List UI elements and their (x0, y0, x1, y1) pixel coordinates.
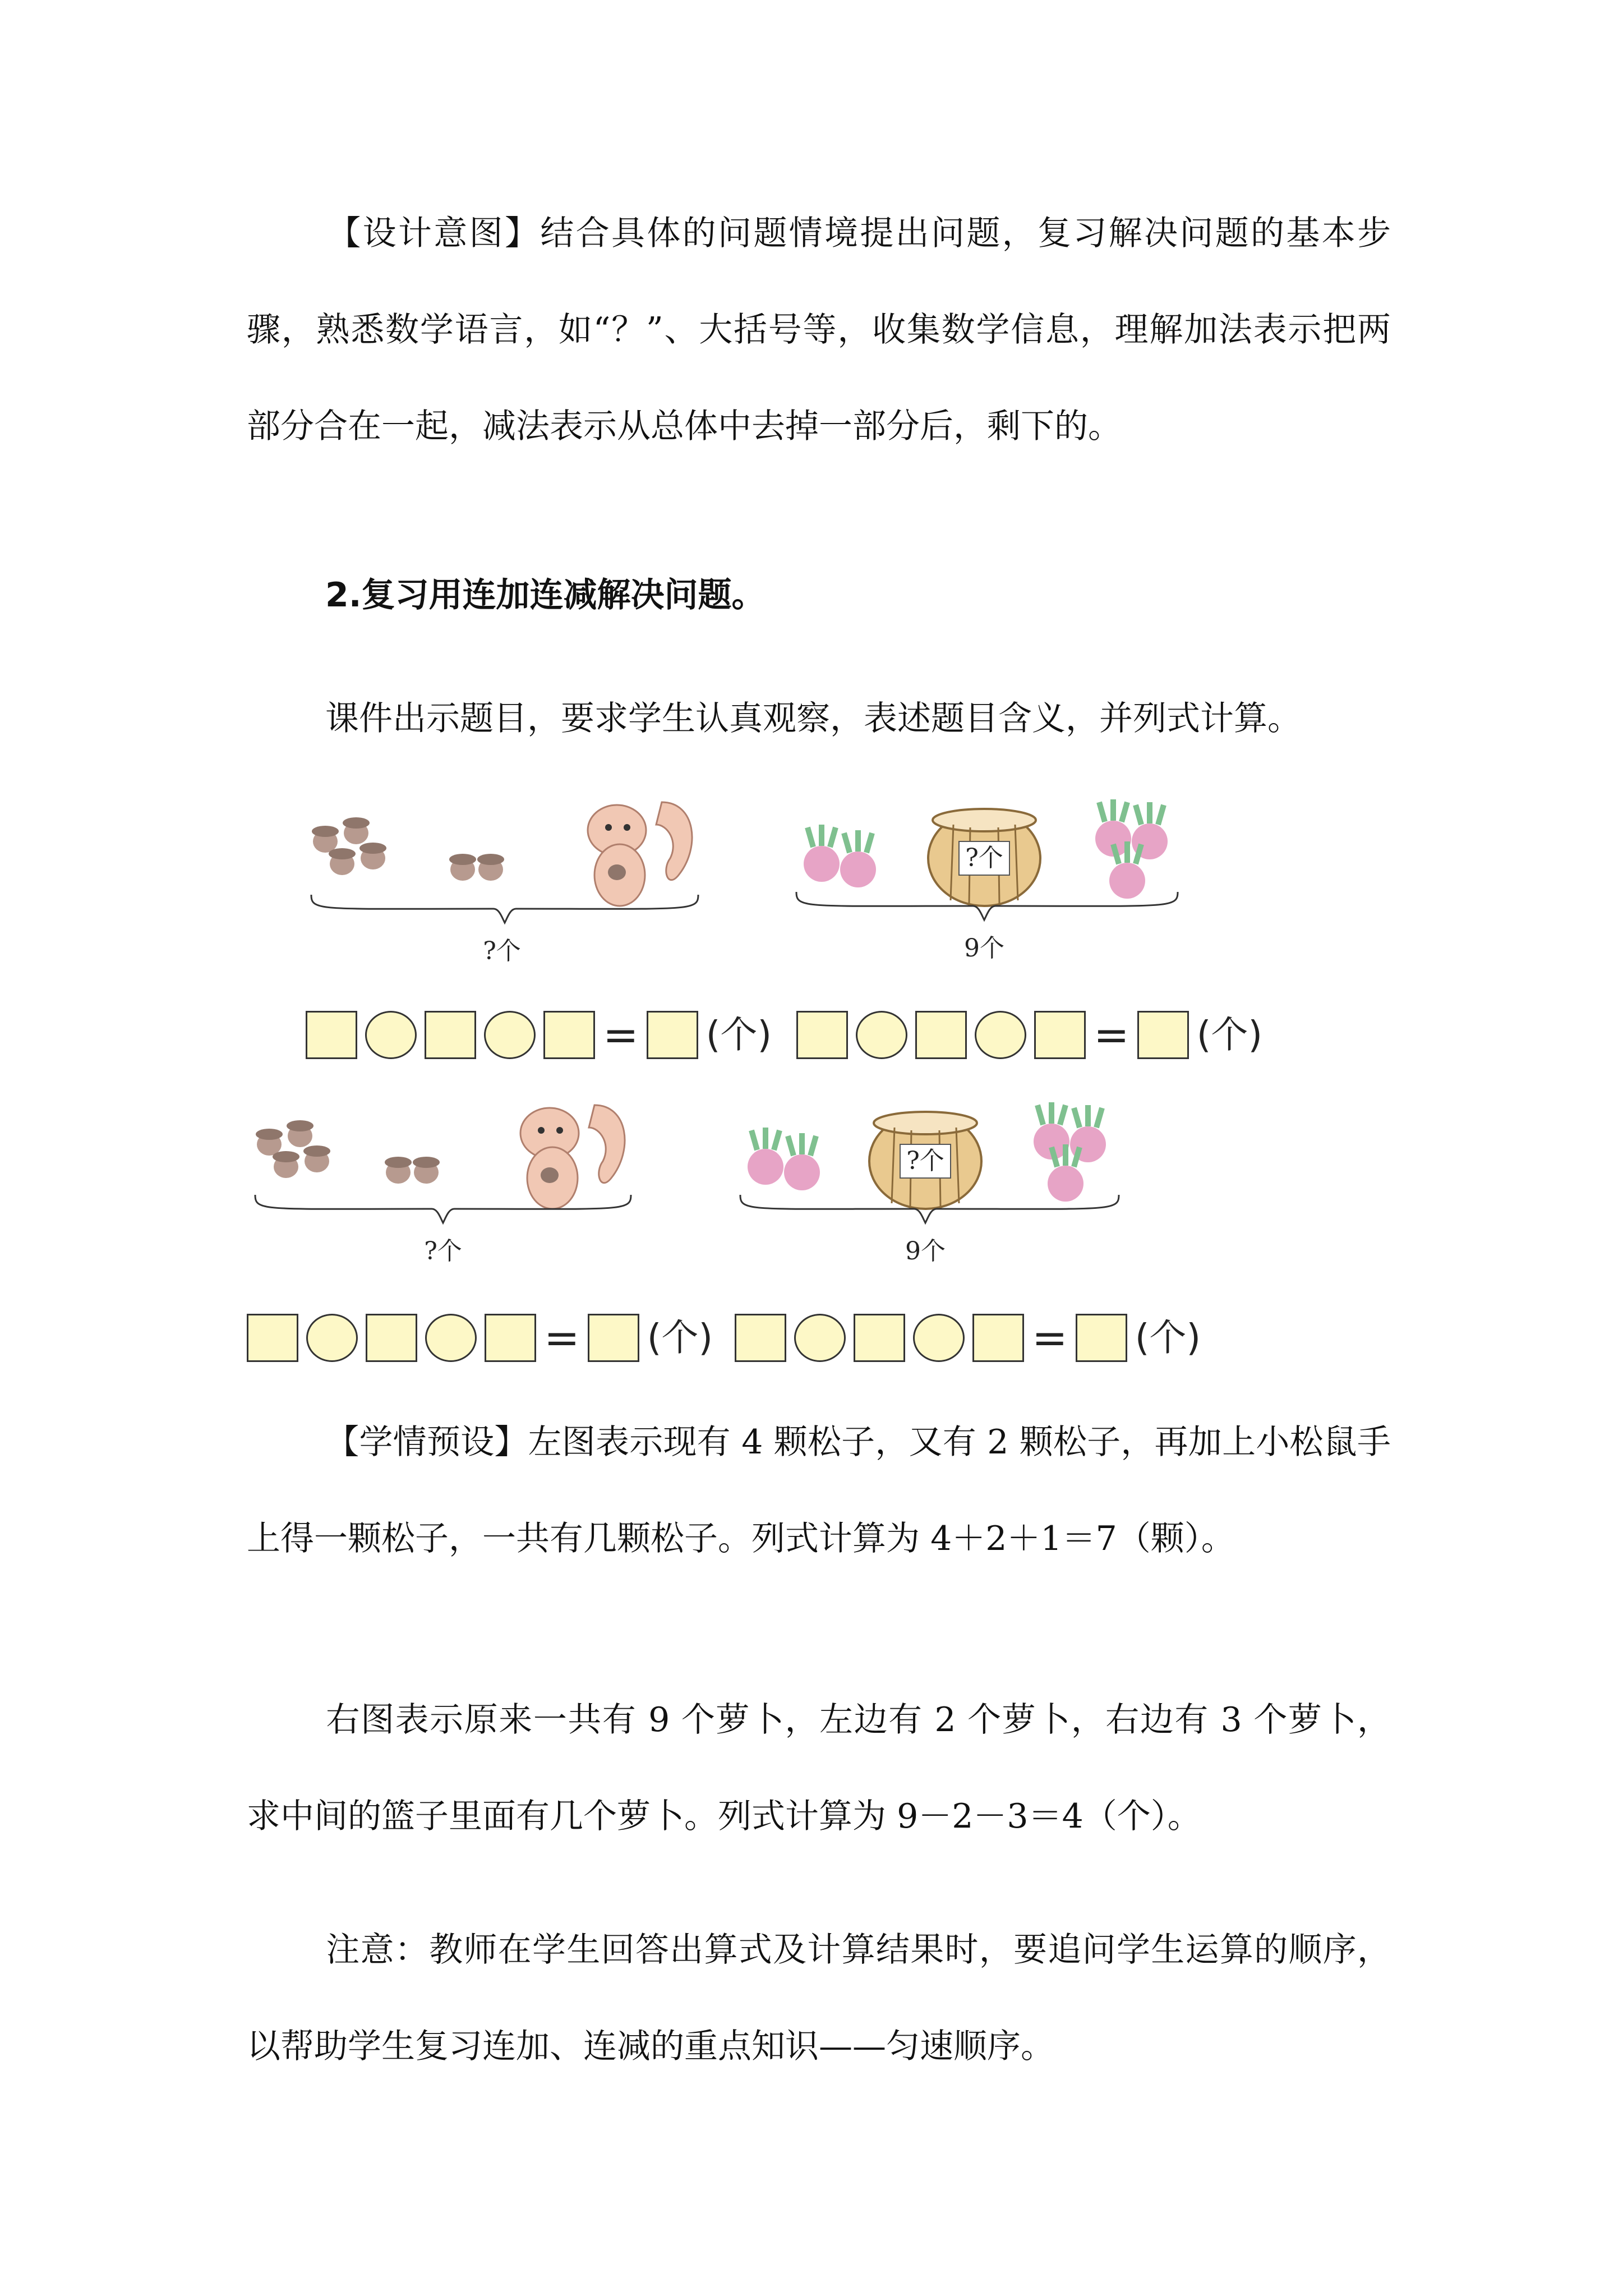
operator-circle[interactable] (484, 1011, 536, 1059)
equals-sign: = (603, 1010, 639, 1060)
section-heading-text: 2.复习用连加连减解决问题。 (325, 576, 766, 615)
acorn-icon (312, 817, 504, 881)
unit-label: (个) (706, 1013, 772, 1056)
squirrel-icon (520, 1105, 625, 1209)
answer-box[interactable] (366, 1314, 417, 1362)
note-text: 注意：教师在学生回答出算式及计算结果时，要追问学生运算的顺序，以帮助学生复习连加、连减的重点知识——匀速顺序。 (247, 1930, 1391, 2066)
answer-box[interactable] (1034, 1011, 1086, 1059)
brace-icon (255, 1195, 631, 1223)
operator-circle[interactable] (365, 1011, 417, 1059)
equation-row-left-1 (306, 1010, 772, 1060)
design-intent-paragraph (247, 185, 1391, 475)
note-paragraph (247, 1902, 1391, 2095)
operator-circle[interactable] (856, 1011, 907, 1059)
squirrel-icon (588, 802, 692, 906)
radish-total-label: 9个 (964, 934, 1004, 963)
student-preset-text: 【学情预设】左图表示现有 4 颗松子，又有 2 颗松子，再加上小松鼠手上得一颗松子，一共有几颗松子。列式计算为 4＋2＋1＝7（颗）。 (247, 1423, 1391, 1558)
section-heading (247, 547, 1391, 643)
right-figure-explain-paragraph (247, 1672, 1391, 1865)
basket-question-label: ?个 (965, 844, 1003, 872)
answer-box[interactable] (915, 1011, 967, 1059)
acorn-icon (256, 1120, 440, 1184)
radish-total-label: 9个 (905, 1237, 946, 1266)
radish-basket-figure-1 (791, 785, 1183, 970)
answer-box[interactable] (735, 1314, 786, 1362)
result-box[interactable] (1076, 1314, 1127, 1362)
equation-row-right-2 (735, 1313, 1201, 1363)
result-box[interactable] (588, 1314, 639, 1362)
unit-label: (个) (1196, 1013, 1263, 1056)
instruction-paragraph (247, 670, 1391, 767)
squirrel-acorn-figure-2 (247, 1083, 639, 1279)
student-preset-paragraph (247, 1394, 1391, 1587)
operator-circle[interactable] (975, 1011, 1026, 1059)
basket-question-label: ?个 (906, 1147, 944, 1175)
unit-label: (个) (1135, 1316, 1201, 1359)
operator-circle[interactable] (425, 1314, 477, 1362)
unit-label: (个) (647, 1316, 713, 1359)
answer-box[interactable] (485, 1314, 536, 1362)
right-figure-explain-text: 右图表示原来一共有 9 个萝卜，左边有 2 个萝卜，右边有 3 个萝卜，求中间的篮子里面有几个萝卜。列式计算为 9－2－3＝4（个）。 (247, 1700, 1391, 1836)
operator-circle[interactable] (794, 1314, 846, 1362)
result-box[interactable] (1137, 1011, 1189, 1059)
design-intent-text: 【设计意图】结合具体的问题情境提出问题，复习解决问题的基本步骤，熟悉数学语言，如“？”、大括号等，收集数学信息，理解加法表示把两部分合在一起，减法表示从总体中去掉一部分后，剩下的。 (247, 214, 1391, 446)
answer-box[interactable] (854, 1314, 905, 1362)
answer-box[interactable] (425, 1011, 476, 1059)
equation-row-left-2 (247, 1313, 713, 1363)
instruction-text: 课件出示题目，要求学生认真观察，表述题目含义，并列式计算。 (325, 699, 1301, 738)
result-box[interactable] (647, 1011, 698, 1059)
answer-box[interactable] (543, 1011, 595, 1059)
brace-icon (311, 895, 698, 923)
equals-sign: = (1032, 1313, 1068, 1363)
equals-sign: = (544, 1313, 580, 1363)
squirrel-acorn-figure-1 (303, 780, 707, 976)
equals-sign: = (1094, 1010, 1129, 1060)
operator-circle[interactable] (306, 1314, 358, 1362)
answer-box[interactable] (306, 1011, 357, 1059)
answer-box[interactable] (796, 1011, 848, 1059)
squirrel-total-label: ?个 (424, 1237, 462, 1266)
operator-circle[interactable] (913, 1314, 965, 1362)
equation-row-right-1 (796, 1010, 1262, 1060)
answer-box[interactable] (247, 1314, 298, 1362)
squirrel-total-label: ?个 (483, 937, 521, 965)
radish-basket-figure-2 (735, 1088, 1127, 1273)
answer-box[interactable] (972, 1314, 1024, 1362)
